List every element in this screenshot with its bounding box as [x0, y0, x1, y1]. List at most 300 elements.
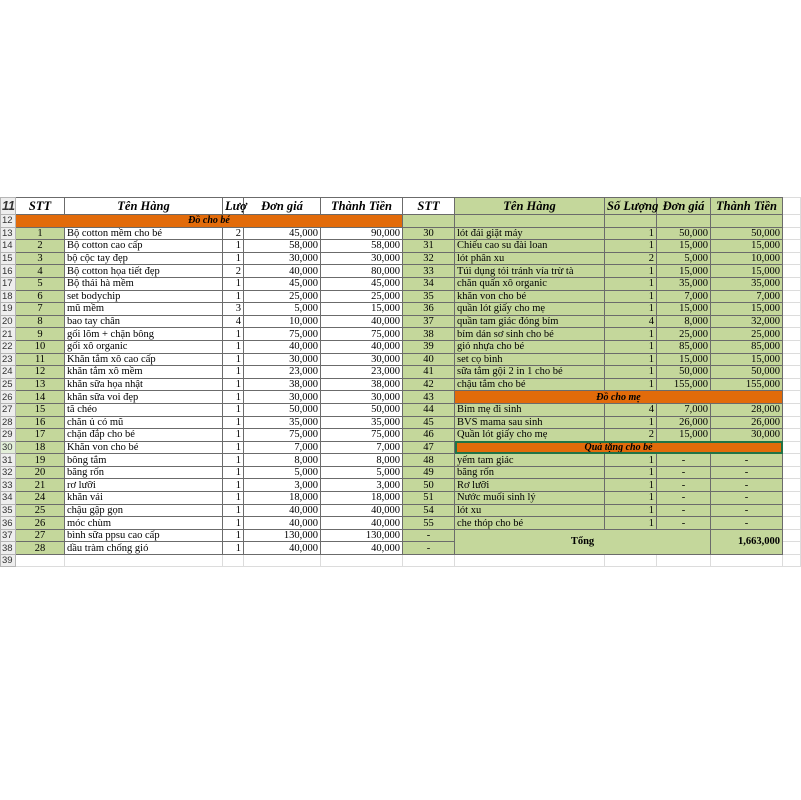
item-name-cell[interactable]: Nước muối sinh lý — [455, 492, 605, 505]
item-name-cell[interactable]: Bộ cotton mềm cho bé — [65, 227, 223, 240]
stt-cell[interactable]: 32 — [403, 252, 455, 265]
quantity-cell[interactable]: 1 — [223, 290, 244, 303]
amount-cell[interactable]: 155,000 — [711, 378, 783, 391]
empty-cell[interactable] — [65, 555, 223, 567]
quantity-cell[interactable]: 1 — [223, 542, 244, 555]
stt-cell[interactable]: 4 — [16, 265, 65, 278]
quantity-cell[interactable]: 1 — [605, 353, 657, 366]
quantity-cell[interactable]: 1 — [223, 517, 244, 530]
quantity-cell[interactable]: 1 — [605, 277, 657, 290]
amount-cell[interactable]: 8,000 — [321, 454, 403, 467]
stt-cell[interactable]: 42 — [403, 378, 455, 391]
unit-price-cell[interactable]: 58,000 — [244, 240, 321, 253]
quantity-cell[interactable]: 1 — [605, 265, 657, 278]
empty-cell[interactable] — [783, 227, 801, 240]
stt-cell[interactable]: 34 — [403, 277, 455, 290]
stt-cell[interactable]: - — [403, 529, 455, 542]
unit-price-cell[interactable]: 155,000 — [657, 378, 711, 391]
item-name-cell[interactable]: quần lót giấy cho mẹ — [455, 303, 605, 316]
quantity-cell[interactable]: 1 — [605, 303, 657, 316]
unit-price-cell[interactable]: 8,000 — [657, 315, 711, 328]
empty-cell[interactable] — [783, 391, 801, 404]
amount-cell[interactable]: 15,000 — [711, 240, 783, 253]
quantity-cell[interactable]: 1 — [223, 328, 244, 341]
unit-price-cell[interactable]: 7,000 — [657, 403, 711, 416]
empty-cell[interactable] — [605, 215, 657, 228]
amount-cell[interactable]: 18,000 — [321, 492, 403, 505]
item-name-cell[interactable]: mũ mềm — [65, 303, 223, 316]
unit-price-cell[interactable]: 45,000 — [244, 277, 321, 290]
empty-cell[interactable] — [783, 454, 801, 467]
stt-cell[interactable]: 6 — [16, 290, 65, 303]
empty-cell[interactable] — [783, 492, 801, 505]
stt-cell[interactable]: 31 — [403, 240, 455, 253]
item-name-cell[interactable]: BVS mama sau sinh — [455, 416, 605, 429]
total-value[interactable]: 1,663,000 — [711, 529, 783, 554]
item-name-cell[interactable]: chăn ủ có mũ — [65, 416, 223, 429]
quantity-cell[interactable]: 2 — [605, 252, 657, 265]
amount-cell[interactable]: 15,000 — [711, 265, 783, 278]
item-name-cell[interactable]: khăn tắm xô mềm — [65, 366, 223, 379]
unit-price-cell[interactable]: 8,000 — [244, 454, 321, 467]
empty-cell[interactable] — [605, 555, 657, 567]
empty-cell[interactable] — [783, 441, 801, 454]
unit-price-cell[interactable]: 130,000 — [244, 529, 321, 542]
quantity-cell[interactable]: 1 — [605, 227, 657, 240]
amount-cell[interactable]: 7,000 — [711, 290, 783, 303]
unit-price-cell[interactable]: 5,000 — [244, 303, 321, 316]
item-name-cell[interactable]: băng rốn — [455, 466, 605, 479]
amount-cell[interactable]: 15,000 — [711, 353, 783, 366]
item-name-cell[interactable]: sữa tắm gội 2 in 1 cho bé — [455, 366, 605, 379]
empty-cell[interactable] — [16, 555, 65, 567]
quantity-cell[interactable]: 1 — [223, 504, 244, 517]
stt-cell[interactable]: 40 — [403, 353, 455, 366]
amount-cell[interactable]: 50,000 — [321, 403, 403, 416]
item-name-cell[interactable]: móc chùm — [65, 517, 223, 530]
unit-price-cell[interactable]: 15,000 — [657, 303, 711, 316]
amount-cell[interactable]: 30,000 — [321, 353, 403, 366]
quantity-cell[interactable]: 1 — [223, 353, 244, 366]
unit-price-cell[interactable]: 40,000 — [244, 265, 321, 278]
quantity-cell[interactable]: 2 — [223, 265, 244, 278]
item-name-cell[interactable]: Rơ lưỡi — [455, 479, 605, 492]
item-name-cell[interactable]: chậu gập gọn — [65, 504, 223, 517]
empty-cell[interactable] — [783, 240, 801, 253]
quantity-cell[interactable]: 1 — [605, 340, 657, 353]
item-name-cell[interactable]: lót xu — [455, 504, 605, 517]
item-name-cell[interactable]: Bỉm mẹ đi sinh — [455, 403, 605, 416]
empty-cell[interactable] — [321, 555, 403, 567]
item-name-cell[interactable]: khăn sữa họa nhật — [65, 378, 223, 391]
column-header-left[interactable]: STT — [16, 198, 65, 215]
amount-cell[interactable]: 5,000 — [321, 466, 403, 479]
stt-cell[interactable]: 43 — [403, 391, 455, 404]
stt-cell[interactable]: 50 — [403, 479, 455, 492]
empty-cell[interactable] — [783, 542, 801, 555]
amount-cell[interactable]: 40,000 — [321, 504, 403, 517]
empty-cell[interactable] — [223, 555, 244, 567]
quantity-cell[interactable]: 1 — [223, 340, 244, 353]
item-name-cell[interactable]: tã chéo — [65, 403, 223, 416]
quantity-cell[interactable]: 1 — [223, 240, 244, 253]
unit-price-cell[interactable]: 7,000 — [244, 441, 321, 454]
stt-cell[interactable]: 8 — [16, 315, 65, 328]
stt-cell[interactable]: 18 — [16, 441, 65, 454]
stt-cell[interactable]: 24 — [16, 492, 65, 505]
unit-price-cell[interactable]: 40,000 — [244, 340, 321, 353]
quantity-cell[interactable]: 1 — [605, 328, 657, 341]
quantity-cell[interactable]: 1 — [223, 391, 244, 404]
section-title-baby[interactable]: Đồ cho bé — [16, 215, 403, 228]
item-name-cell[interactable]: Túi dụng tỏi tránh vía trừ tà — [455, 265, 605, 278]
item-name-cell[interactable]: bình sữa ppsu cao cấp — [65, 529, 223, 542]
item-name-cell[interactable]: gối xô organic — [65, 340, 223, 353]
empty-cell[interactable] — [783, 403, 801, 416]
column-header-left[interactable]: Lượ — [223, 198, 244, 215]
spreadsheet-grid[interactable] — [0, 197, 801, 567]
stt-cell[interactable]: 45 — [403, 416, 455, 429]
amount-cell[interactable]: 75,000 — [321, 328, 403, 341]
empty-cell[interactable] — [783, 315, 801, 328]
empty-cell[interactable] — [783, 529, 801, 542]
unit-price-cell[interactable]: 75,000 — [244, 328, 321, 341]
stt-cell[interactable]: 1 — [16, 227, 65, 240]
column-header-right[interactable]: Tên Hàng — [455, 198, 605, 215]
quantity-cell[interactable]: 1 — [605, 290, 657, 303]
column-header-right[interactable]: Số Lượng — [605, 198, 657, 215]
unit-price-cell[interactable]: 5,000 — [244, 466, 321, 479]
stt-cell[interactable]: 27 — [16, 529, 65, 542]
stt-cell[interactable]: 17 — [16, 429, 65, 442]
empty-cell[interactable] — [783, 252, 801, 265]
amount-cell[interactable]: 7,000 — [321, 441, 403, 454]
item-name-cell[interactable]: bỉm dán sơ sinh cho bé — [455, 328, 605, 341]
amount-cell[interactable]: 40,000 — [321, 315, 403, 328]
quantity-cell[interactable]: 4 — [605, 403, 657, 416]
unit-price-cell[interactable]: 7,000 — [657, 290, 711, 303]
amount-cell[interactable]: 28,000 — [711, 403, 783, 416]
empty-cell[interactable] — [783, 215, 801, 228]
unit-price-cell[interactable]: 85,000 — [657, 340, 711, 353]
quantity-cell[interactable]: 1 — [223, 416, 244, 429]
stt-cell[interactable]: 38 — [403, 328, 455, 341]
item-name-cell[interactable]: Bộ cotton cao cấp — [65, 240, 223, 253]
unit-price-cell[interactable]: 15,000 — [657, 240, 711, 253]
empty-cell[interactable] — [783, 479, 801, 492]
unit-price-cell[interactable]: - — [657, 479, 711, 492]
item-name-cell[interactable]: dầu tràm chống gió — [65, 542, 223, 555]
stt-cell[interactable]: 30 — [403, 227, 455, 240]
item-name-cell[interactable]: Khăn tắm xô cao cấp — [65, 353, 223, 366]
amount-cell[interactable]: 32,000 — [711, 315, 783, 328]
quantity-cell[interactable]: 1 — [223, 466, 244, 479]
unit-price-cell[interactable]: 30,000 — [244, 353, 321, 366]
unit-price-cell[interactable]: 45,000 — [244, 227, 321, 240]
amount-cell[interactable]: 130,000 — [321, 529, 403, 542]
empty-cell[interactable] — [783, 466, 801, 479]
amount-cell[interactable]: 58,000 — [321, 240, 403, 253]
unit-price-cell[interactable]: 50,000 — [657, 227, 711, 240]
unit-price-cell[interactable]: 5,000 — [657, 252, 711, 265]
item-name-cell[interactable]: che thóp cho bé — [455, 517, 605, 530]
unit-price-cell[interactable]: - — [657, 517, 711, 530]
stt-cell[interactable]: 46 — [403, 429, 455, 442]
amount-cell[interactable]: 25,000 — [711, 328, 783, 341]
unit-price-cell[interactable]: - — [657, 466, 711, 479]
unit-price-cell[interactable]: 30,000 — [244, 391, 321, 404]
quantity-cell[interactable]: 1 — [223, 252, 244, 265]
empty-cell[interactable] — [783, 303, 801, 316]
quantity-cell[interactable]: 1 — [605, 454, 657, 467]
item-name-cell[interactable]: bông tắm — [65, 454, 223, 467]
unit-price-cell[interactable]: 35,000 — [244, 416, 321, 429]
quantity-cell[interactable]: 1 — [223, 403, 244, 416]
column-header-right[interactable]: Thành Tiền — [711, 198, 783, 215]
item-name-cell[interactable]: lót phân xu — [455, 252, 605, 265]
stt-cell[interactable]: 41 — [403, 366, 455, 379]
amount-cell[interactable]: 80,000 — [321, 265, 403, 278]
item-name-cell[interactable]: chăn quấn xô organic — [455, 277, 605, 290]
amount-cell[interactable]: 30,000 — [321, 391, 403, 404]
stt-cell[interactable]: 49 — [403, 466, 455, 479]
empty-cell[interactable] — [783, 555, 801, 567]
section-title-mom[interactable]: Đồ cho mẹ — [455, 391, 783, 404]
unit-price-cell[interactable]: 15,000 — [657, 265, 711, 278]
item-name-cell[interactable]: giỏ nhựa cho bé — [455, 340, 605, 353]
empty-cell[interactable] — [783, 429, 801, 442]
item-name-cell[interactable]: set cọ bình — [455, 353, 605, 366]
stt-cell[interactable]: 55 — [403, 517, 455, 530]
column-header-left[interactable]: Đơn giá — [244, 198, 321, 215]
empty-cell[interactable] — [657, 215, 711, 228]
item-name-cell[interactable]: bao tay chân — [65, 315, 223, 328]
stt-cell[interactable]: 10 — [16, 340, 65, 353]
unit-price-cell[interactable]: 25,000 — [657, 328, 711, 341]
empty-cell[interactable] — [783, 277, 801, 290]
quantity-cell[interactable]: 1 — [223, 492, 244, 505]
stt-cell[interactable]: 44 — [403, 403, 455, 416]
quantity-cell[interactable]: 1 — [605, 492, 657, 505]
stt-cell[interactable]: 48 — [403, 454, 455, 467]
empty-cell[interactable] — [657, 555, 711, 567]
amount-cell[interactable]: 50,000 — [711, 227, 783, 240]
empty-cell[interactable] — [403, 555, 455, 567]
quantity-cell[interactable]: 1 — [223, 441, 244, 454]
stt-cell[interactable]: 35 — [403, 290, 455, 303]
stt-cell[interactable]: 33 — [403, 265, 455, 278]
quantity-cell[interactable]: 3 — [223, 303, 244, 316]
amount-cell[interactable]: - — [711, 454, 783, 467]
amount-cell[interactable]: 75,000 — [321, 429, 403, 442]
empty-cell[interactable] — [455, 555, 605, 567]
empty-cell[interactable] — [711, 555, 783, 567]
empty-cell[interactable] — [711, 215, 783, 228]
quantity-cell[interactable]: 1 — [605, 416, 657, 429]
amount-cell[interactable]: 40,000 — [321, 517, 403, 530]
empty-cell[interactable] — [403, 215, 455, 228]
amount-cell[interactable]: 85,000 — [711, 340, 783, 353]
empty-cell[interactable] — [783, 378, 801, 391]
quantity-cell[interactable]: 1 — [605, 366, 657, 379]
amount-cell[interactable]: 30,000 — [321, 252, 403, 265]
quantity-cell[interactable]: 1 — [605, 504, 657, 517]
item-name-cell[interactable]: bộ cộc tay đẹp — [65, 252, 223, 265]
quantity-cell[interactable]: 2 — [605, 429, 657, 442]
item-name-cell[interactable]: khăn vải — [65, 492, 223, 505]
stt-cell[interactable]: 25 — [16, 504, 65, 517]
empty-cell[interactable] — [783, 353, 801, 366]
empty-cell[interactable] — [783, 416, 801, 429]
unit-price-cell[interactable]: 30,000 — [244, 252, 321, 265]
stt-cell[interactable]: 5 — [16, 277, 65, 290]
amount-cell[interactable]: 35,000 — [321, 416, 403, 429]
item-name-cell[interactable]: Khăn von cho bé — [65, 441, 223, 454]
unit-price-cell[interactable]: 26,000 — [657, 416, 711, 429]
amount-cell[interactable]: - — [711, 466, 783, 479]
unit-price-cell[interactable]: 15,000 — [657, 429, 711, 442]
quantity-cell[interactable]: 1 — [605, 517, 657, 530]
unit-price-cell[interactable]: 50,000 — [657, 366, 711, 379]
stt-cell[interactable]: 36 — [403, 303, 455, 316]
stt-cell[interactable]: 20 — [16, 466, 65, 479]
amount-cell[interactable]: 38,000 — [321, 378, 403, 391]
section-title-gifts[interactable]: Quà tặng cho bé — [455, 441, 783, 454]
item-name-cell[interactable]: Quần lót giấy cho mẹ — [455, 429, 605, 442]
unit-price-cell[interactable]: 3,000 — [244, 479, 321, 492]
column-header-right[interactable]: Đơn giá — [657, 198, 711, 215]
empty-cell[interactable] — [783, 517, 801, 530]
item-name-cell[interactable]: băng rốn — [65, 466, 223, 479]
stt-cell[interactable]: 21 — [16, 479, 65, 492]
stt-cell[interactable]: 26 — [16, 517, 65, 530]
item-name-cell[interactable]: khăn von cho bé — [455, 290, 605, 303]
amount-cell[interactable]: 15,000 — [321, 303, 403, 316]
stt-cell[interactable]: 14 — [16, 391, 65, 404]
stt-cell[interactable]: - — [403, 542, 455, 555]
stt-cell[interactable]: 16 — [16, 416, 65, 429]
unit-price-cell[interactable]: 40,000 — [244, 542, 321, 555]
unit-price-cell[interactable]: 50,000 — [244, 403, 321, 416]
empty-cell[interactable] — [244, 555, 321, 567]
amount-cell[interactable]: 50,000 — [711, 366, 783, 379]
stt-cell[interactable]: 7 — [16, 303, 65, 316]
quantity-cell[interactable]: 1 — [605, 240, 657, 253]
item-name-cell[interactable]: khăn sữa voi đẹp — [65, 391, 223, 404]
stt-cell[interactable]: 2 — [16, 240, 65, 253]
quantity-cell[interactable]: 1 — [223, 429, 244, 442]
amount-cell[interactable]: 40,000 — [321, 542, 403, 555]
item-name-cell[interactable]: set bodychip — [65, 290, 223, 303]
amount-cell[interactable]: 10,000 — [711, 252, 783, 265]
item-name-cell[interactable]: Bộ thái hà mềm — [65, 277, 223, 290]
quantity-cell[interactable]: 1 — [223, 529, 244, 542]
item-name-cell[interactable]: chậu tắm cho bé — [455, 378, 605, 391]
amount-cell[interactable]: 3,000 — [321, 479, 403, 492]
unit-price-cell[interactable]: 40,000 — [244, 504, 321, 517]
stt-cell[interactable]: 47 — [403, 441, 455, 454]
empty-cell[interactable] — [783, 265, 801, 278]
stt-cell[interactable]: 39 — [403, 340, 455, 353]
item-name-cell[interactable]: gối lõm + chặn bông — [65, 328, 223, 341]
item-name-cell[interactable]: yếm tam giác — [455, 454, 605, 467]
unit-price-cell[interactable]: - — [657, 454, 711, 467]
amount-cell[interactable]: - — [711, 492, 783, 505]
empty-cell[interactable] — [783, 328, 801, 341]
unit-price-cell[interactable]: - — [657, 504, 711, 517]
amount-cell[interactable]: 23,000 — [321, 366, 403, 379]
unit-price-cell[interactable]: 18,000 — [244, 492, 321, 505]
item-name-cell[interactable]: rơ lưỡi — [65, 479, 223, 492]
item-name-cell[interactable]: lót đái giặt máy — [455, 227, 605, 240]
column-header-right[interactable]: STT — [403, 198, 455, 215]
unit-price-cell[interactable]: 35,000 — [657, 277, 711, 290]
empty-cell[interactable] — [783, 290, 801, 303]
stt-cell[interactable]: 3 — [16, 252, 65, 265]
column-header-left[interactable]: Thành Tiền — [321, 198, 403, 215]
amount-cell[interactable]: - — [711, 517, 783, 530]
stt-cell[interactable]: 9 — [16, 328, 65, 341]
total-label[interactable]: Tổng — [455, 529, 711, 554]
empty-cell[interactable] — [783, 198, 801, 215]
stt-cell[interactable]: 37 — [403, 315, 455, 328]
unit-price-cell[interactable]: - — [657, 492, 711, 505]
quantity-cell[interactable]: 1 — [223, 366, 244, 379]
unit-price-cell[interactable]: 38,000 — [244, 378, 321, 391]
quantity-cell[interactable]: 1 — [605, 466, 657, 479]
quantity-cell[interactable]: 4 — [223, 315, 244, 328]
empty-cell[interactable] — [783, 366, 801, 379]
amount-cell[interactable]: 35,000 — [711, 277, 783, 290]
amount-cell[interactable]: - — [711, 504, 783, 517]
amount-cell[interactable]: 90,000 — [321, 227, 403, 240]
quantity-cell[interactable]: 4 — [605, 315, 657, 328]
quantity-cell[interactable]: 1 — [223, 479, 244, 492]
unit-price-cell[interactable]: 25,000 — [244, 290, 321, 303]
amount-cell[interactable]: 26,000 — [711, 416, 783, 429]
empty-cell[interactable] — [783, 504, 801, 517]
item-name-cell[interactable]: quần tam giác đóng bỉm — [455, 315, 605, 328]
item-name-cell[interactable]: Bộ cotton họa tiết đẹp — [65, 265, 223, 278]
amount-cell[interactable]: - — [711, 479, 783, 492]
unit-price-cell[interactable]: 15,000 — [657, 353, 711, 366]
column-header-left[interactable]: Tên Hàng — [65, 198, 223, 215]
quantity-cell[interactable]: 1 — [223, 454, 244, 467]
quantity-cell[interactable]: 2 — [223, 227, 244, 240]
item-name-cell[interactable]: Chiếu cao su đài loan — [455, 240, 605, 253]
amount-cell[interactable]: 30,000 — [711, 429, 783, 442]
stt-cell[interactable]: 19 — [16, 454, 65, 467]
amount-cell[interactable]: 45,000 — [321, 277, 403, 290]
item-name-cell[interactable]: chặn đắp cho bé — [65, 429, 223, 442]
amount-cell[interactable]: 25,000 — [321, 290, 403, 303]
quantity-cell[interactable]: 1 — [605, 378, 657, 391]
stt-cell[interactable]: 11 — [16, 353, 65, 366]
amount-cell[interactable]: 15,000 — [711, 303, 783, 316]
amount-cell[interactable]: 40,000 — [321, 340, 403, 353]
quantity-cell[interactable]: 1 — [223, 277, 244, 290]
empty-cell[interactable] — [455, 215, 605, 228]
quantity-cell[interactable]: 1 — [223, 378, 244, 391]
unit-price-cell[interactable]: 40,000 — [244, 517, 321, 530]
stt-cell[interactable]: 15 — [16, 403, 65, 416]
unit-price-cell[interactable]: 75,000 — [244, 429, 321, 442]
stt-cell[interactable]: 51 — [403, 492, 455, 505]
stt-cell[interactable]: 12 — [16, 366, 65, 379]
unit-price-cell[interactable]: 10,000 — [244, 315, 321, 328]
empty-cell[interactable] — [783, 340, 801, 353]
quantity-cell[interactable]: 1 — [605, 479, 657, 492]
